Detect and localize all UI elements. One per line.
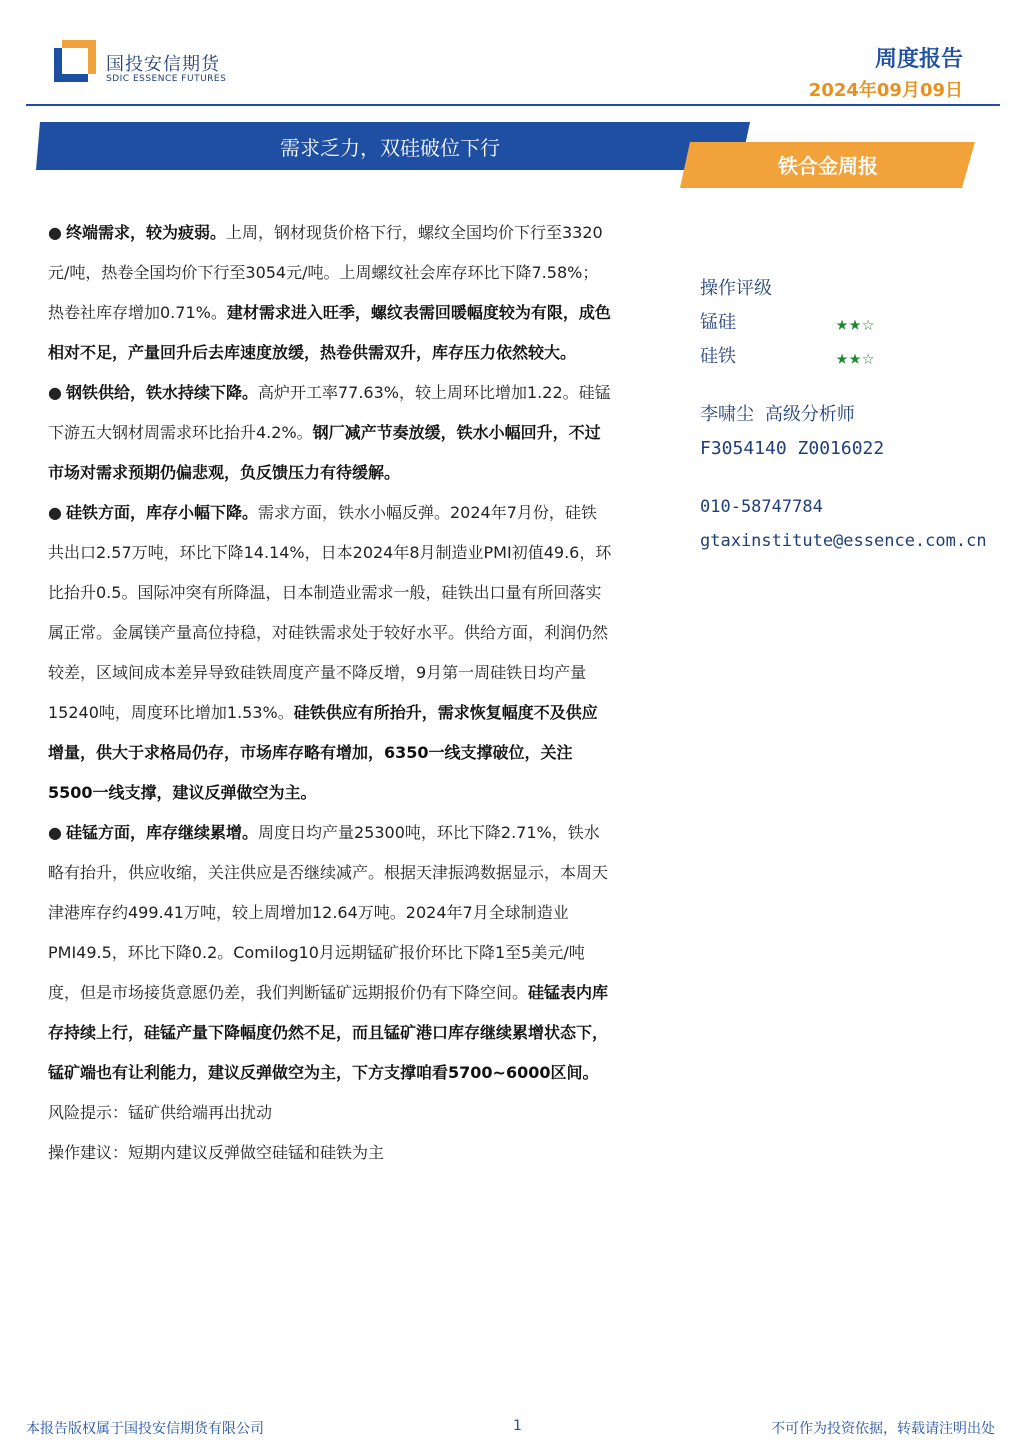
contact-block: [700, 490, 1020, 558]
company-logo-icon: [54, 40, 96, 82]
paragraph-lead: 硅铁方面，库存小幅下降。: [65, 503, 258, 522]
star-rating-icon: ★★☆: [836, 311, 876, 335]
rating-row-ferrosilicon: [700, 340, 1020, 374]
report-body: [48, 213, 612, 1173]
rating-row-silicomanganese: [700, 306, 1020, 340]
report-headline: 需求乏力，双硅破位下行: [280, 136, 500, 160]
footer-disclaimer: 不可作为投资依据，转载请注明出处: [771, 1421, 995, 1437]
report-date: 2024年09月09日: [808, 80, 963, 101]
rating-title: 操作评级: [700, 278, 772, 299]
paragraph-lead: 钢铁供给，铁水持续下降。: [65, 383, 258, 402]
paragraph-conclusion: 硅铁供应有所抬升，需求恢复幅度不及供应增量，供大于求格局仍存，市场库存略有增加，6350一线支撑破位，关注5500一线支撑，建议反弹做空为主。: [48, 703, 598, 802]
report-category: 铁合金周报: [778, 154, 878, 178]
paragraph-text: 上周，钢材现货价格下行，螺纹全国均价下行至3320元/吨，热卷全国均价下行至3054元/吨。上周螺纹社会库存环比下降7.58%；热卷社库存增加0.71%。: [48, 223, 603, 322]
report-type: 周度报告: [874, 47, 963, 72]
risk-warning: 风险提示：锰矿供给端再出扰动: [48, 1103, 273, 1122]
paragraph-lead: 硅锰方面，库存继续累增。: [65, 823, 258, 842]
paragraph-conclusion: 建材需求进入旺季，螺纹表需回暖幅度较为有限，成色相对不足，产量回升后去库速度放缓，热卷供需双升，库存压力依然较大。: [48, 303, 611, 362]
paragraph-lead: 终端需求，较为疲弱。: [65, 223, 226, 242]
sidebar: [700, 272, 1020, 558]
page-number: 1: [513, 1418, 522, 1434]
paragraph-supply: [48, 373, 612, 493]
bullet-icon: ●: [48, 503, 62, 522]
bullet-icon: ●: [48, 223, 62, 242]
star-rating-icon: ★★☆: [836, 345, 876, 369]
paragraph-demand: [48, 213, 612, 373]
paragraph-text: 需求方面，铁水小幅反弹。2024年7月份，硅铁共出口2.57万吨，环比下降14.14%，日本2024年8月制造业PMI初值49.6，环比抬升0.5。国际冲突有所降温，日本制造业需求一般，硅铁出口量有所回落实属正常。金属镁产量高位持稳，对硅铁需求处于较好水平。供给方面，利润仍然较差，区域间成本差异导致硅铁周度产量不降反增，9月第一周硅铁日均产量15240吨，周度环比增加1.53%。: [48, 503, 612, 722]
operation-advice: 操作建议：短期内建议反弹做空硅锰和硅铁为主: [48, 1143, 385, 1162]
paragraph-text: 周度日均产量25300吨，环比下降2.71%，铁水略有抬升，供应收缩，关注供应是否继续减产。根据天津振鸿数据显示，本周天津港库存约499.41万吨，较上周增加12.64万吨。2024年7月全球制造业PMI49.5，环比下降0.2。Comilog10月远期锰矿报价环比下降1至5美元/吨度，但是市场接货意愿仍差，我们判断锰矿远期报价仍有下降空间。: [48, 823, 609, 1002]
rating-label: 锰硅: [700, 312, 736, 333]
paragraph-conclusion: 钢厂减产节奏放缓，铁水小幅回升，不过市场对需求预期仍偏悲观，负反馈压力有待缓解。: [48, 423, 601, 482]
analyst-block: [700, 398, 1020, 466]
footer-copyright: 本报告版权属于国投安信期货有限公司: [26, 1421, 264, 1437]
contact-email[interactable]: gtaxinstitute@essence.com.cn: [700, 531, 987, 551]
paragraph-ferrosilicon: [48, 493, 612, 813]
paragraph-text: 高炉开工率77.63%，较上周环比增加1.22。硅锰下游五大钢材周需求环比抬升4.2%。: [48, 383, 611, 442]
paragraph-conclusion: 硅锰表内库存持续上行，硅锰产量下降幅度仍然不足，而且锰矿港口库存继续累增状态下，锰矿端也有让利能力，建议反弹做空为主，下方支撑咱看5700~6000区间。: [48, 983, 609, 1082]
company-name-en: SDIC ESSENCE FUTURES: [106, 74, 227, 84]
contact-phone: 010-58747784: [700, 497, 823, 517]
header-divider: [26, 104, 1000, 106]
rating-label: 硅铁: [700, 346, 736, 367]
company-name-cn: 国投安信期货: [106, 54, 220, 75]
analyst-name: 李啸尘 高级分析师: [700, 404, 855, 425]
paragraph-silicomanganese: [48, 813, 612, 1093]
analyst-license-ids: F3054140 Z0016022: [700, 438, 885, 459]
bullet-icon: ●: [48, 383, 62, 402]
bullet-icon: ●: [48, 823, 62, 842]
